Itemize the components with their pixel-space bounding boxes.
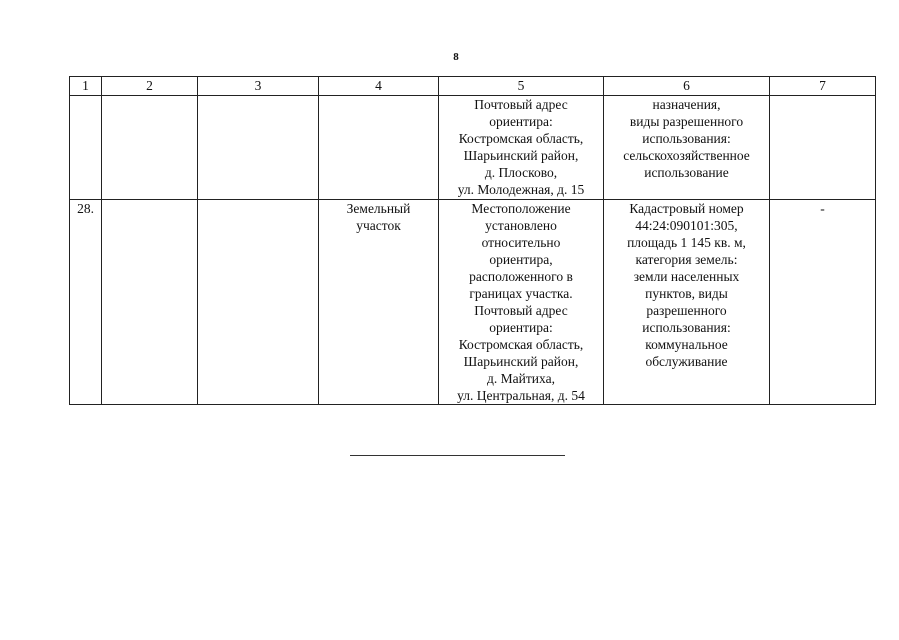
text-line: Почтовый адрес xyxy=(474,303,568,318)
text-line: ориентира: xyxy=(489,114,553,129)
text-line: Почтовый адрес xyxy=(474,97,568,112)
text-line: земли населенных xyxy=(633,269,740,284)
text-line: Шарьинский район, xyxy=(463,148,579,163)
header-cell: 3 xyxy=(198,77,319,96)
header-cell: 1 xyxy=(70,77,102,96)
text-line: 44:24:090101:305, xyxy=(635,218,738,233)
text-line: ул. Центральная, д. 54 xyxy=(457,388,585,403)
text-line: ориентира: xyxy=(489,320,553,335)
text-line: относительно xyxy=(481,235,561,250)
cell-col7: - xyxy=(770,200,876,405)
text-line: участок xyxy=(356,218,401,233)
cell-col3 xyxy=(198,200,319,405)
text-line: Костромская область, xyxy=(458,337,584,352)
text-line: установлено xyxy=(485,218,557,233)
cell-object-type xyxy=(319,200,439,405)
header-cell: 6 xyxy=(604,77,770,96)
header-cell: 7 xyxy=(770,77,876,96)
text-line: использование xyxy=(644,165,729,180)
text-line: назначения, xyxy=(652,97,721,112)
table-row-continuation xyxy=(70,96,876,200)
text-line: виды разрешенного xyxy=(629,114,744,129)
text-line: разрешенного xyxy=(646,303,727,318)
cell-col2 xyxy=(102,200,198,405)
page-number: 8 xyxy=(453,51,459,63)
text-line: площадь 1 145 кв. м, xyxy=(627,235,746,250)
cell-number: 28. xyxy=(70,200,102,405)
text-line: Земельный xyxy=(346,201,411,216)
cell-number xyxy=(70,96,102,200)
end-of-document-rule xyxy=(350,455,565,456)
text-line: расположенного в xyxy=(469,269,573,284)
text-line: обслуживание xyxy=(645,354,728,369)
text-line: ориентира, xyxy=(489,252,553,267)
text-line: Шарьинский район, xyxy=(463,354,579,369)
table-header-row xyxy=(70,77,876,96)
cell-col3 xyxy=(198,96,319,200)
cell-characteristics xyxy=(604,200,770,405)
header-cell: 5 xyxy=(439,77,604,96)
header-cell: 2 xyxy=(102,77,198,96)
text-line: границах участка. xyxy=(469,286,573,301)
text-line: использования: xyxy=(642,131,731,146)
text-line: Костромская область, xyxy=(458,131,584,146)
text-line: категория земель: xyxy=(635,252,738,267)
cell-characteristics xyxy=(604,96,770,200)
text-line: сельскохозяйственное xyxy=(623,148,750,163)
text-line: Местоположение xyxy=(471,201,571,216)
cell-location xyxy=(439,96,604,200)
text-line: д. Майтиха, xyxy=(487,371,555,386)
table-row-28 xyxy=(70,200,876,405)
cell-col2 xyxy=(102,96,198,200)
cell-col7 xyxy=(770,96,876,200)
cell-location xyxy=(439,200,604,405)
header-cell: 4 xyxy=(319,77,439,96)
text-line: коммунальное xyxy=(645,337,728,352)
text-line: Кадастровый номер xyxy=(629,201,744,216)
cell-object-type xyxy=(319,96,439,200)
land-plots-table xyxy=(69,76,876,405)
text-line: использования: xyxy=(642,320,731,335)
text-line: д. Плосково, xyxy=(484,165,558,180)
text-line: пунктов, виды xyxy=(645,286,728,301)
text-line: ул. Молодежная, д. 15 xyxy=(457,182,585,197)
